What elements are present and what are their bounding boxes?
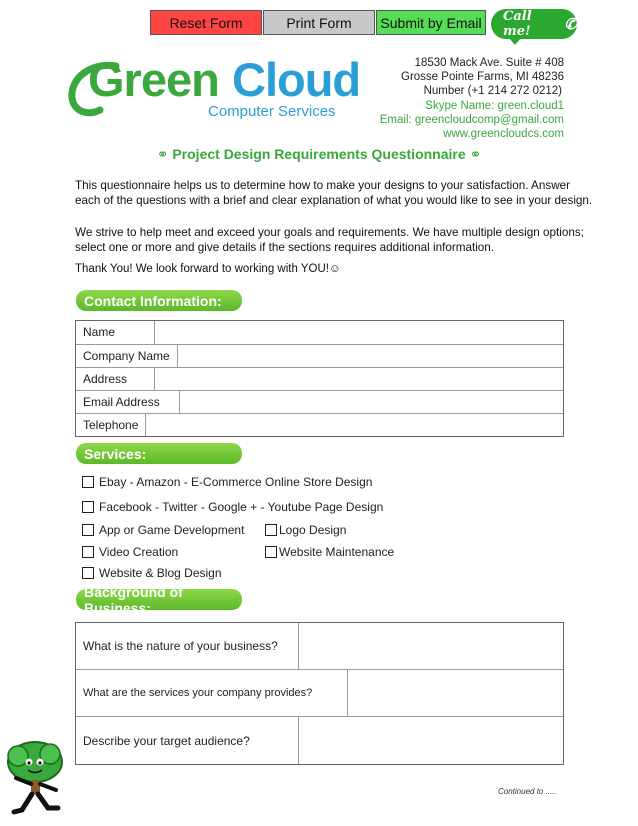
cloud-mascot-icon	[4, 738, 66, 820]
logo-text-green: Green	[88, 53, 219, 106]
section-header-services: Services:	[76, 443, 242, 464]
service-label: App or Game Development	[99, 523, 245, 537]
address-field[interactable]	[155, 368, 563, 390]
logo-design-checkbox[interactable]	[265, 524, 277, 536]
service-label: Facebook - Twitter - Google + - Youtube Page Design	[99, 500, 384, 514]
nature-of-business-field[interactable]	[299, 623, 563, 669]
contact-row-name	[76, 321, 563, 344]
services-provided-field[interactable]	[348, 670, 563, 716]
contact-label-telephone: Telephone	[76, 414, 146, 436]
contact-label-company: Company Name	[76, 345, 178, 367]
service-option-ecommerce[interactable]	[82, 475, 372, 489]
contact-row-address	[76, 367, 563, 390]
address-line-email: Email: greencloudcomp@gmail.com	[379, 113, 564, 126]
website-blog-checkbox[interactable]	[82, 567, 94, 579]
ecommerce-checkbox[interactable]	[82, 476, 94, 488]
service-label: Website & Blog Design	[99, 566, 222, 580]
contact-label-name: Name	[76, 321, 155, 344]
page-title	[0, 146, 638, 163]
contact-label-address: Address	[76, 368, 155, 390]
section-header-contact: Contact Information:	[76, 290, 242, 311]
company-name-field[interactable]	[178, 345, 563, 367]
question-nature: What is the nature of your business?	[76, 623, 299, 669]
social-page-checkbox[interactable]	[82, 501, 94, 513]
print-form-button[interactable]: Print Form	[263, 10, 375, 35]
logo-subtitle: Computer Services	[208, 103, 336, 120]
email-address-field[interactable]	[180, 391, 563, 413]
background-row-nature	[76, 623, 563, 669]
logo-text-blue: Cloud	[232, 53, 361, 106]
background-row-services	[76, 669, 563, 716]
intro-paragraph-1: This questionnaire helps us to determine how to make your designs to your satisfaction. Answer each of the questions with a brief and clear explanation of what you would like to see in your design.	[75, 179, 593, 207]
name-field[interactable]	[155, 321, 563, 344]
contact-address-block	[380, 56, 564, 141]
question-services: What are the services your company provides?	[76, 670, 348, 716]
background-row-audience	[76, 716, 563, 764]
service-label: Website Maintenance	[279, 545, 395, 559]
continued-note: Continued to .....	[498, 787, 557, 796]
service-option-social[interactable]	[82, 500, 383, 514]
submit-by-email-button[interactable]: Submit by Email	[376, 10, 486, 35]
website-maintenance-checkbox[interactable]	[265, 546, 277, 558]
background-table	[75, 622, 564, 765]
intro-paragraph-2: We strive to help meet and exceed your goals and requirements. We have multiple design options; select one or more and give details if the sections requires additional information.	[75, 226, 584, 254]
reset-form-button[interactable]: Reset Form	[150, 10, 262, 35]
address-line-city: Grosse Pointe Farms, MI 48236	[401, 71, 564, 84]
contact-row-company	[76, 344, 563, 367]
service-option-video[interactable]	[82, 545, 178, 559]
address-line-skype: Skype Name: green.cloud1	[425, 99, 564, 112]
target-audience-field[interactable]	[299, 717, 563, 764]
contact-label-email: Email Address	[76, 391, 180, 413]
handshake-icon: ⚭	[156, 146, 169, 162]
app-game-checkbox[interactable]	[82, 524, 94, 536]
contact-row-email	[76, 390, 563, 413]
handshake-icon: ⚭	[469, 146, 482, 162]
company-logo	[66, 52, 366, 128]
service-option-logo[interactable]	[265, 523, 346, 537]
call-me-badge[interactable]	[491, 9, 577, 39]
telephone-field[interactable]	[146, 414, 563, 436]
call-me-label: Call me!	[503, 9, 532, 39]
service-option-maintenance[interactable]	[265, 545, 394, 559]
service-option-app-game[interactable]	[82, 523, 244, 537]
page-title-text: Project Design Requirements Questionnaire	[172, 146, 466, 162]
service-label: Ebay - Amazon - E-Commerce Online Store Design	[99, 475, 373, 489]
address-line-phone: Number (+1 214 272 0212)	[423, 85, 562, 98]
address-line-website: www.greencloudcs.com	[443, 128, 564, 141]
service-label: Video Creation	[99, 545, 179, 559]
section-header-background: Background of Business:	[76, 589, 242, 610]
contact-row-telephone	[76, 413, 563, 436]
contact-table	[75, 320, 564, 437]
service-option-website-blog[interactable]	[82, 566, 222, 580]
service-label: Logo Design	[279, 523, 347, 537]
thank-you-text: Thank You! We look forward to working with YOU!☺	[75, 263, 341, 275]
question-audience: Describe your target audience?	[76, 717, 299, 764]
phone-icon: ✆	[564, 15, 577, 33]
video-creation-checkbox[interactable]	[82, 546, 94, 558]
address-line-street: 18530 Mack Ave. Suite # 408	[414, 57, 564, 69]
